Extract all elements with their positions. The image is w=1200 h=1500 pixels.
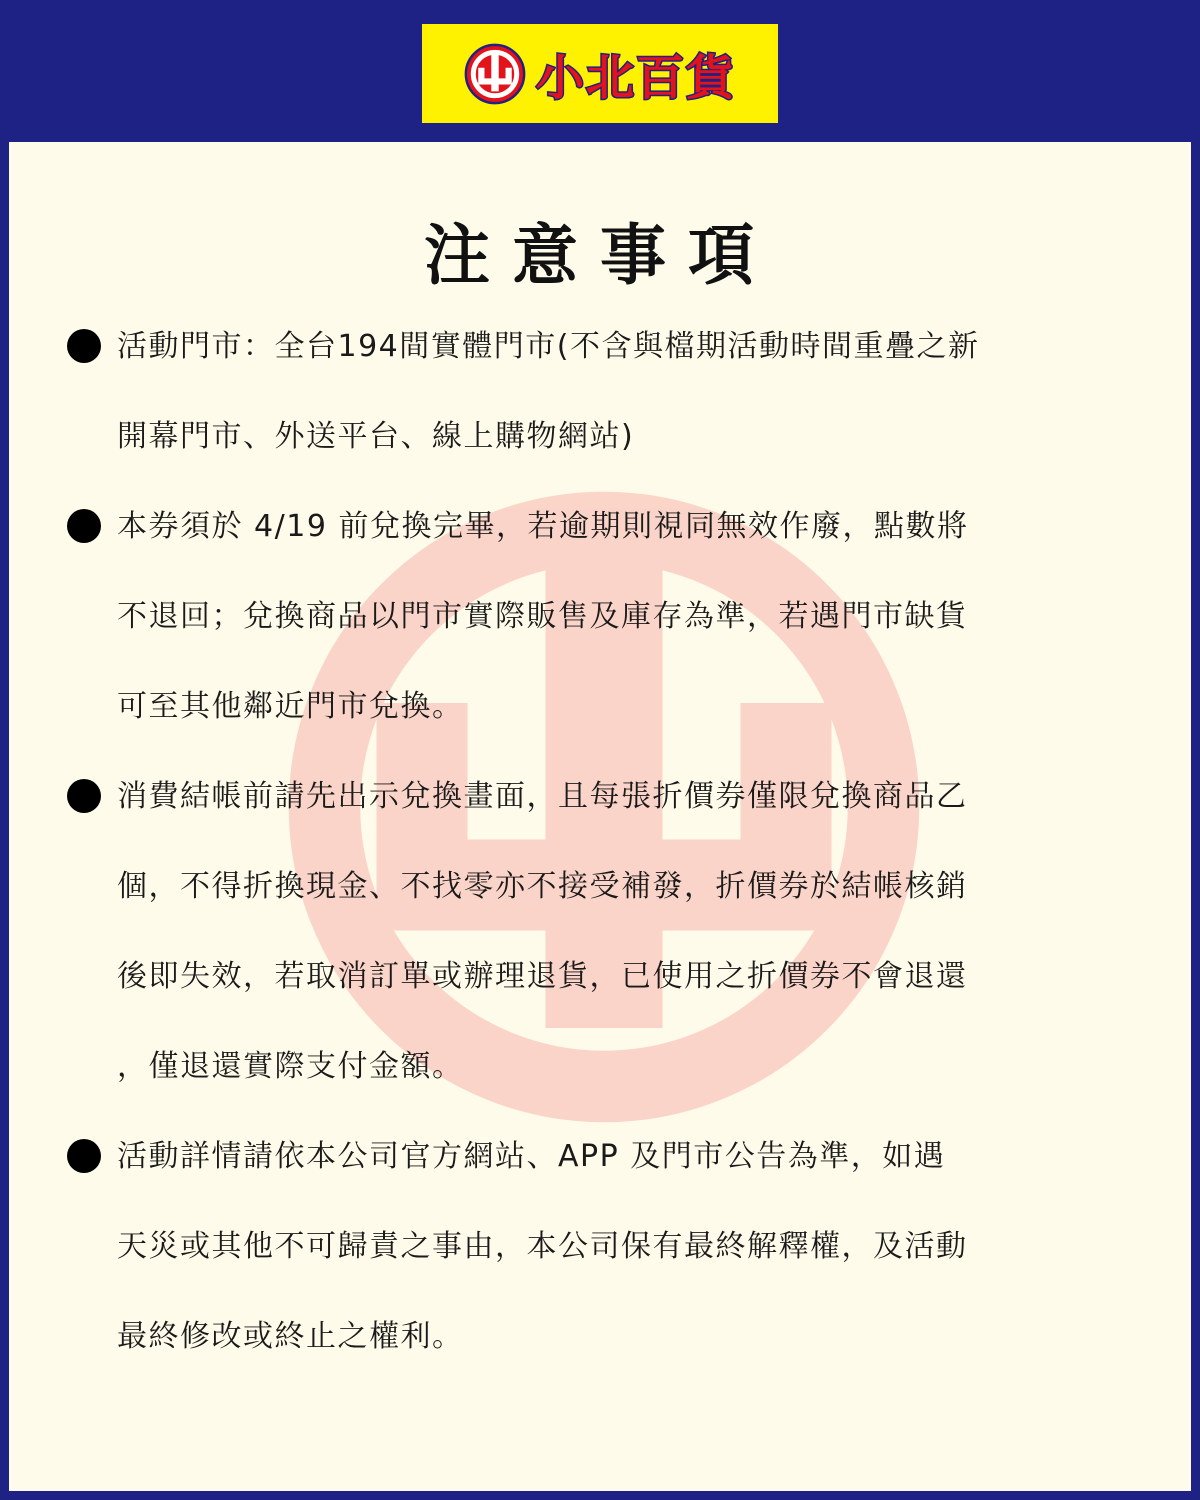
xiaobei-logo-icon [464, 43, 526, 105]
list-item [67, 752, 1157, 1112]
brand-name: 小北百貨 [535, 50, 736, 106]
note-line: 開幕門市、外送平台、線上購物網站) [117, 419, 635, 454]
bullet-icon [67, 1139, 101, 1173]
bullet-icon [67, 779, 101, 813]
list-item [67, 482, 1157, 752]
page-title: 注意事項 [424, 217, 776, 294]
notes-list [67, 302, 1157, 1382]
list-item [67, 1112, 1157, 1382]
note-line: 不退回；兌換商品以門市實際販售及庫存為準，若遇門市缺貨 [117, 599, 968, 634]
notice-panel [9, 142, 1191, 1491]
note-line: 活動詳情請依本公司官方網站、APP 及門市公告為準，如遇 [117, 1139, 946, 1174]
note-line: 後即失效，若取消訂單或辦理退貨，已使用之折價券不會退還 [117, 959, 968, 994]
note-line: 消費結帳前請先出示兌換畫面，且每張折價券僅限兌換商品乙 [117, 779, 968, 814]
note-line: 個，不得折換現金、不找零亦不接受補發，折價券於結帳核銷 [117, 869, 968, 904]
note-line: ，僅退還實際支付金額。 [117, 1049, 464, 1084]
note-line: 最終修改或終止之權利。 [117, 1319, 464, 1354]
bullet-icon [67, 509, 101, 543]
note-line: 可至其他鄰近門市兌換。 [117, 689, 464, 724]
brand-logo [422, 24, 778, 123]
bullet-icon [67, 329, 101, 363]
header-bar [0, 0, 1200, 142]
note-line: 活動門市：全台194間實體門市(不含與檔期活動時間重疊之新 [117, 329, 980, 364]
list-item [67, 302, 1157, 482]
note-line: 天災或其他不可歸責之事由，本公司保有最終解釋權，及活動 [117, 1229, 968, 1264]
note-line: 本券須於 4/19 前兌換完畢，若逾期則視同無效作廢，點數將 [117, 509, 969, 544]
